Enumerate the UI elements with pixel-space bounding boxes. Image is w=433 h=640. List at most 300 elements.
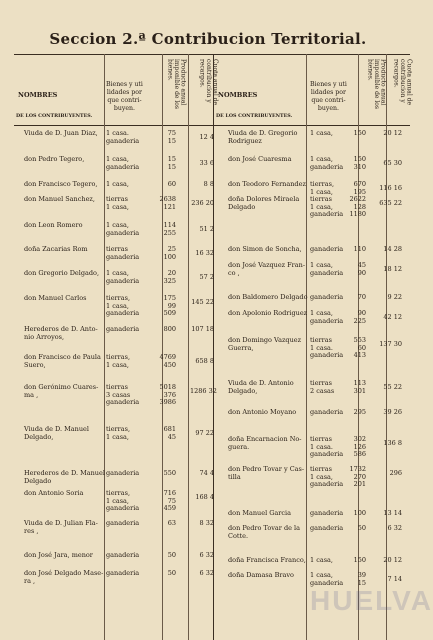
- prod-line: 15: [357, 578, 366, 587]
- bienes-line: 1 casa,: [106, 155, 129, 163]
- bienes-cell: [106, 552, 139, 560]
- producto-cell: [340, 557, 366, 565]
- producto-cell: [150, 470, 176, 478]
- prod-line: 15: [167, 162, 176, 171]
- name-line: Viuda de D. Juan Diaz,: [24, 129, 98, 137]
- bienes-cell: [310, 525, 343, 533]
- bienes-line: 1 casa,: [310, 155, 333, 163]
- cuota-cell: 137 30: [379, 340, 402, 348]
- bienes-line: ganaderia: [106, 504, 140, 512]
- bienes-line: ganaderia: [310, 268, 344, 277]
- bienes-line: tierras,: [106, 353, 131, 361]
- contribuyente-name: [228, 310, 307, 318]
- producto-cell: [150, 270, 176, 285]
- producto-cell: [340, 310, 366, 325]
- name-line: don José Jara, menor: [24, 551, 93, 559]
- cuota-cell: 8 8: [203, 180, 214, 188]
- name-line: don Manuel Sanchez,: [24, 195, 95, 203]
- bienes-line: 1 casa,: [106, 301, 129, 310]
- contribuyente-name: [24, 552, 93, 560]
- bienes-cell: [106, 520, 139, 528]
- prod-line: 100: [163, 252, 176, 261]
- name-line: don José Cuaresma: [228, 155, 292, 163]
- producto-cell: [150, 426, 176, 441]
- bienes-line: ganaderia: [106, 569, 140, 577]
- producto-cell: [340, 525, 366, 533]
- bienes-cell: [310, 337, 343, 360]
- prod-line: 75: [167, 129, 176, 137]
- cuota-cell: 8 32: [199, 519, 214, 527]
- name-line: don José Vazquez Fran-: [228, 261, 306, 269]
- prod-line: 509: [163, 309, 176, 317]
- cuota-cell: 51 2: [199, 225, 214, 233]
- name-line: Viuda de D. Manuel: [24, 425, 89, 433]
- prod-line: 800: [163, 325, 176, 333]
- name-line: ra ,: [24, 576, 36, 585]
- bienes-line: ganaderia: [310, 351, 344, 359]
- name-line: don Teodoro Fernandez: [228, 180, 306, 188]
- prod-line: 716: [163, 489, 176, 497]
- contribuyente-name: [228, 525, 300, 540]
- cuota-cell: 236 20: [191, 199, 214, 207]
- contribuyente-name: [24, 181, 97, 189]
- name-line: res ,: [24, 526, 39, 535]
- prod-line: 1732: [349, 465, 366, 473]
- header-nombres: NOMBRES: [18, 91, 58, 99]
- producto-cell: [340, 510, 366, 518]
- name-line: Cotte.: [228, 531, 249, 540]
- producto-cell: [150, 354, 176, 369]
- cuota-cell: 74 4: [199, 469, 214, 477]
- name-line: doña Francisca Franco,: [228, 556, 306, 564]
- name-line: don Manuel Carlos: [24, 294, 87, 302]
- bienes-cell: [310, 294, 343, 302]
- bienes-cell: [310, 557, 333, 565]
- prod-line: 255: [163, 228, 176, 237]
- contribuyente-name: [228, 156, 291, 164]
- bienes-cell: [310, 466, 343, 489]
- contribuyente-name: [228, 246, 302, 254]
- prod-line: 110: [353, 245, 366, 253]
- bienes-line: ganaderia: [106, 136, 140, 145]
- bienes-line: tierras: [310, 465, 332, 473]
- cuota-cell: 6 32: [199, 551, 214, 559]
- bienes-cell: [106, 295, 139, 318]
- bienes-line: tierras: [106, 245, 128, 253]
- prod-line: 50: [167, 551, 176, 559]
- prod-line: 225: [353, 316, 366, 325]
- name-line: don Baldomero Delgado: [228, 293, 308, 301]
- bienes-line: 1 casa,: [106, 496, 129, 505]
- right-column: [214, 54, 413, 126]
- bienes-cell: [310, 262, 343, 277]
- prod-line: 270: [353, 472, 366, 481]
- bienes-line: ganaderia: [106, 228, 140, 237]
- producto-cell: [340, 156, 366, 171]
- prod-line: 325: [163, 276, 176, 285]
- prod-line: 90: [357, 268, 366, 277]
- name-line: Viuda de D. Antonio: [228, 379, 294, 387]
- prod-line: 113: [353, 379, 366, 387]
- bienes-cell: [106, 470, 139, 478]
- bienes-line: ganaderia: [106, 276, 140, 285]
- bienes-line: tierras: [310, 379, 332, 387]
- prod-line: 201: [353, 480, 366, 488]
- prod-line: 1180: [349, 210, 366, 218]
- producto-cell: [150, 130, 176, 145]
- prod-line: 90: [357, 309, 366, 317]
- name-line: Herederos de D. Manuel: [24, 469, 105, 477]
- name-line: Delgado,: [24, 432, 54, 441]
- bienes-line: tierras,: [106, 489, 131, 497]
- bienes-cell: [310, 130, 333, 138]
- cuota-cell: 39 26: [383, 408, 402, 416]
- cuota-cell: 136 8: [383, 439, 402, 447]
- producto-cell: [340, 196, 366, 219]
- prod-line: 302: [353, 435, 366, 443]
- producto-cell: [150, 246, 176, 261]
- cuota-cell: 42 12: [383, 313, 402, 321]
- bienes-line: tierras,: [106, 294, 131, 302]
- prod-line: 195: [353, 187, 366, 196]
- name-line: Guerra,: [228, 343, 254, 352]
- section-title: Seccion 2.ª Contribucion Territorial.: [49, 30, 367, 48]
- name-line: Rodriguez: [228, 136, 262, 145]
- bienes-line: ganaderia: [106, 551, 140, 559]
- cuota-cell: 658 8: [195, 357, 214, 365]
- cuota-cell: 33 6: [199, 159, 214, 167]
- producto-cell: [150, 570, 176, 578]
- bienes-cell: [106, 196, 129, 211]
- bienes-line: 1 casa,: [310, 129, 333, 137]
- name-line: Delgado: [228, 202, 256, 211]
- name-line: doña Encarnacion No-: [228, 435, 302, 443]
- header-producto-right: Producto anual imponible de los bienes.: [366, 59, 387, 109]
- prod-line: 586: [353, 450, 366, 458]
- contribuyente-name: [24, 470, 105, 485]
- cuota-cell: 168 4: [195, 493, 214, 501]
- producto-cell: [150, 156, 176, 171]
- header-cuota: Cuota anual de contribucion y recargos.: [198, 59, 219, 106]
- prod-line: 63: [167, 519, 176, 527]
- name-line: don Francisco Tegero,: [24, 180, 98, 188]
- contribuyente-name: [228, 466, 304, 481]
- bienes-line: 1 casa,: [106, 202, 129, 211]
- prod-line: 413: [353, 351, 366, 359]
- bienes-line: ganaderia: [310, 578, 344, 587]
- prod-line: 45: [357, 261, 366, 269]
- bienes-line: tierras: [310, 435, 332, 443]
- producto-cell: [340, 436, 366, 459]
- bienes-line: ganaderia: [310, 509, 344, 517]
- producto-cell: [340, 294, 366, 302]
- contribuyente-name: [24, 384, 98, 399]
- contribuyente-name: [24, 222, 83, 230]
- cuota-cell: 16 32: [195, 249, 214, 257]
- contribuyente-name: [24, 130, 98, 138]
- bienes-line: 1 casa.: [106, 129, 129, 137]
- contribuyente-name: [228, 337, 301, 352]
- bienes-line: ganaderia: [310, 245, 344, 253]
- name-line: Delgado,: [228, 386, 258, 395]
- prod-line: 121: [163, 202, 176, 211]
- bienes-line: ganaderia: [106, 469, 140, 477]
- bienes-line: tierras: [310, 195, 332, 203]
- name-line: don Manuel Garcia: [228, 509, 291, 517]
- header-bienes: Bienes y uti lidades por que contri- buyen.: [106, 81, 143, 112]
- bienes-cell: [106, 246, 139, 261]
- bienes-line: tierras: [106, 383, 128, 391]
- cuota-cell: 6 32: [387, 524, 402, 532]
- producto-cell: [150, 490, 176, 513]
- producto-cell: [340, 262, 366, 277]
- name-line: doña Dolores Miraela: [228, 195, 300, 203]
- bienes-line: 1 casa,: [106, 360, 129, 369]
- prod-line: 459: [163, 504, 176, 512]
- bienes-line: ganaderia: [310, 450, 344, 458]
- bienes-line: ganaderia: [310, 408, 344, 416]
- prod-line: 295: [353, 408, 366, 416]
- bienes-cell: [106, 490, 139, 513]
- bienes-line: 1 casa,: [310, 556, 333, 564]
- name-line: don Antonio Soria: [24, 489, 84, 497]
- name-line: ma ,: [24, 390, 39, 399]
- bienes-cell: [310, 181, 334, 196]
- prod-line: 75: [167, 496, 176, 505]
- bienes-line: ganaderia: [106, 162, 140, 171]
- prod-line: 15: [167, 155, 176, 163]
- contribuyente-name: [228, 572, 294, 580]
- bienes-cell: [106, 384, 139, 407]
- name-line: nio Arroyos,: [24, 332, 65, 341]
- cuota-cell: 20 12: [383, 129, 402, 137]
- name-line: don Francisco de Paula: [24, 353, 101, 361]
- bienes-line: tierras,: [310, 180, 335, 188]
- cuota-cell: 9 22: [387, 293, 402, 301]
- name-line: don Simon de Soncha,: [228, 245, 302, 253]
- prod-line: 150: [353, 556, 366, 564]
- column-rule: [104, 54, 105, 640]
- producto-cell: [150, 196, 176, 211]
- bienes-line: tierras: [106, 195, 128, 203]
- prod-line: 3986: [159, 398, 176, 406]
- bienes-line: tierras: [310, 336, 332, 344]
- prod-line: 310: [353, 162, 366, 171]
- producto-cell: [340, 380, 366, 395]
- bienes-cell: [310, 156, 343, 171]
- producto-cell: [150, 384, 176, 407]
- bienes-cell: [310, 310, 343, 325]
- name-line: guera.: [228, 442, 250, 451]
- producto-cell: [150, 295, 176, 318]
- name-line: Suero,: [24, 360, 46, 369]
- bienes-cell: [106, 570, 139, 578]
- cuota-cell: 635 22: [379, 199, 402, 207]
- prod-line: 99: [167, 301, 176, 310]
- producto-cell: [340, 337, 366, 360]
- producto-cell: [150, 520, 176, 528]
- contribuyente-name: [228, 181, 306, 189]
- prod-line: 150: [353, 129, 366, 137]
- prod-line: 45: [167, 432, 176, 441]
- prod-line: 301: [353, 386, 366, 395]
- prod-line: 670: [353, 180, 366, 188]
- bienes-line: ganaderia: [310, 210, 344, 218]
- cuota-cell: 14 28: [383, 245, 402, 253]
- prod-line: 376: [163, 390, 176, 399]
- cuota-cell: 55 22: [383, 383, 402, 391]
- cuota-cell: 296: [389, 469, 402, 477]
- bienes-line: ganaderia: [106, 519, 140, 527]
- prod-line: 114: [163, 221, 176, 229]
- name-line: Viuda de D. Julian Fla-: [24, 519, 98, 527]
- contribuyente-name: [24, 570, 103, 585]
- bienes-line: 1 casa,: [310, 472, 333, 481]
- bienes-cell: [310, 436, 343, 459]
- bienes-cell: [310, 196, 343, 219]
- contribuyente-name: [228, 436, 302, 451]
- cuota-cell: 6 32: [199, 569, 214, 577]
- name-line: co ,: [228, 268, 240, 277]
- bienes-line: 1 casa,: [106, 180, 129, 188]
- prod-line: 25: [167, 245, 176, 253]
- cuota-cell: 1286 32: [190, 387, 217, 395]
- bienes-line: 1 casa,: [310, 202, 333, 211]
- producto-cell: [340, 246, 366, 254]
- cuota-cell: 13 14: [383, 509, 402, 517]
- contribuyente-name: [228, 196, 299, 211]
- name-line: don Pedro Tovar de la: [228, 524, 300, 532]
- producto-cell: [340, 130, 366, 138]
- bienes-line: 1 casa,: [106, 221, 129, 229]
- producto-cell: [150, 552, 176, 560]
- producto-cell: [340, 409, 366, 417]
- bienes-line: ganaderia: [106, 309, 140, 317]
- bienes-cell: [106, 181, 129, 189]
- name-line: Herederos de D. Anto-: [24, 325, 98, 333]
- cuota-cell: 18 12: [383, 265, 402, 273]
- bienes-line: 1 casa,: [106, 269, 129, 277]
- header-contribuyentes: DE LOS CONTRIBUYENTES.: [16, 113, 93, 119]
- contribuyente-name: [24, 196, 95, 204]
- cuota-cell: 57 2: [199, 273, 214, 281]
- bienes-line: tierras,: [106, 425, 131, 433]
- prod-line: 4769: [159, 353, 176, 361]
- name-line: don José Delgado Mase-: [24, 569, 104, 577]
- bienes-line: 1 casa,: [310, 261, 333, 269]
- producto-cell: [340, 466, 366, 489]
- prod-line: 15: [167, 136, 176, 145]
- name-line: don Gregorio Delgado,: [24, 269, 100, 277]
- contribuyente-name: [24, 326, 98, 341]
- bienes-line: 1 casa.: [310, 442, 333, 451]
- producto-cell: [340, 181, 366, 196]
- bienes-cell: [106, 222, 139, 237]
- prod-line: 150: [353, 155, 366, 163]
- name-line: don Pedro Tovar y Cas-: [228, 465, 305, 473]
- prod-line: 553: [353, 336, 366, 344]
- bienes-cell: [106, 130, 139, 145]
- header-cuota-right: Cuota anual de contribucion y recargos.: [392, 59, 413, 106]
- contribuyente-name: [228, 294, 307, 302]
- contribuyente-name: [24, 156, 84, 164]
- bienes-line: ganaderia: [310, 316, 344, 325]
- producto-cell: [150, 222, 176, 237]
- bienes-cell: [310, 380, 334, 395]
- prod-line: 20: [167, 269, 176, 277]
- bienes-line: 1 casa,: [310, 571, 333, 579]
- contribuyente-name: [228, 510, 291, 518]
- name-line: don Pedro Tegero,: [24, 155, 85, 163]
- cuota-cell: 20 12: [383, 556, 402, 564]
- column-rule: [188, 54, 189, 640]
- cuota-cell: 97 22: [195, 429, 214, 437]
- prod-line: 70: [357, 293, 366, 301]
- bienes-cell: [106, 270, 139, 285]
- name-line: doña Damasa Bravo: [228, 571, 294, 579]
- bienes-line: ganaderia: [310, 524, 344, 532]
- bienes-line: 3 casas: [106, 390, 131, 399]
- header-producto: Producto anual imponible de los bienes.: [166, 59, 187, 109]
- prod-line: 128: [353, 202, 366, 211]
- bienes-line: ganaderia: [106, 398, 140, 406]
- bienes-line: 1 casa,: [310, 187, 333, 196]
- bienes-cell: [310, 246, 343, 254]
- prod-line: 175: [163, 294, 176, 302]
- prod-line: 100: [353, 509, 366, 517]
- prod-line: 550: [163, 469, 176, 477]
- name-line: don Gerónimo Cuares-: [24, 383, 99, 391]
- cuota-cell: 12 4: [199, 133, 214, 141]
- name-line: don Leon Romero: [24, 221, 83, 229]
- contribuyente-name: [228, 557, 306, 565]
- contribuyente-name: [228, 262, 305, 277]
- bienes-line: 1 casa.: [310, 343, 333, 352]
- prod-line: 681: [163, 425, 176, 433]
- bienes-line: 1 casa,: [106, 432, 129, 441]
- bienes-line: 1 casa,: [310, 309, 333, 317]
- header-nombres-right: NOMBRES: [218, 91, 258, 99]
- contribuyente-name: [228, 130, 297, 145]
- prod-line: 50: [167, 569, 176, 577]
- contribuyente-name: [24, 354, 101, 369]
- bienes-line: ganaderia: [310, 293, 344, 301]
- watermark-logo: HUELVA: [310, 585, 433, 616]
- prod-line: 126: [353, 442, 366, 451]
- contribuyente-name: [24, 520, 98, 535]
- name-line: Delgado: [24, 476, 52, 485]
- bienes-cell: [310, 510, 343, 518]
- right-table-header: [214, 54, 413, 126]
- prod-line: 50: [357, 524, 366, 532]
- name-line: don Apolonio Rodriguez: [228, 309, 308, 317]
- prod-line: 60: [167, 180, 176, 188]
- producto-cell: [150, 181, 176, 189]
- contribuyente-name: [228, 380, 294, 395]
- column-rule: [306, 54, 307, 640]
- bienes-line: ganaderia: [310, 162, 344, 171]
- contribuyente-name: [24, 426, 89, 441]
- bienes-cell: [310, 409, 343, 417]
- bienes-cell: [106, 354, 130, 369]
- contribuyente-name: [24, 246, 88, 254]
- bienes-line: ganaderia: [106, 325, 140, 333]
- contribuyente-name: [24, 270, 99, 278]
- contribuyente-name: [228, 409, 296, 417]
- name-line: tilla: [228, 472, 241, 481]
- header-contribuyentes-right: DE LOS CONTRIBUYENTES.: [216, 113, 293, 119]
- cuota-cell: 7 14: [387, 575, 402, 583]
